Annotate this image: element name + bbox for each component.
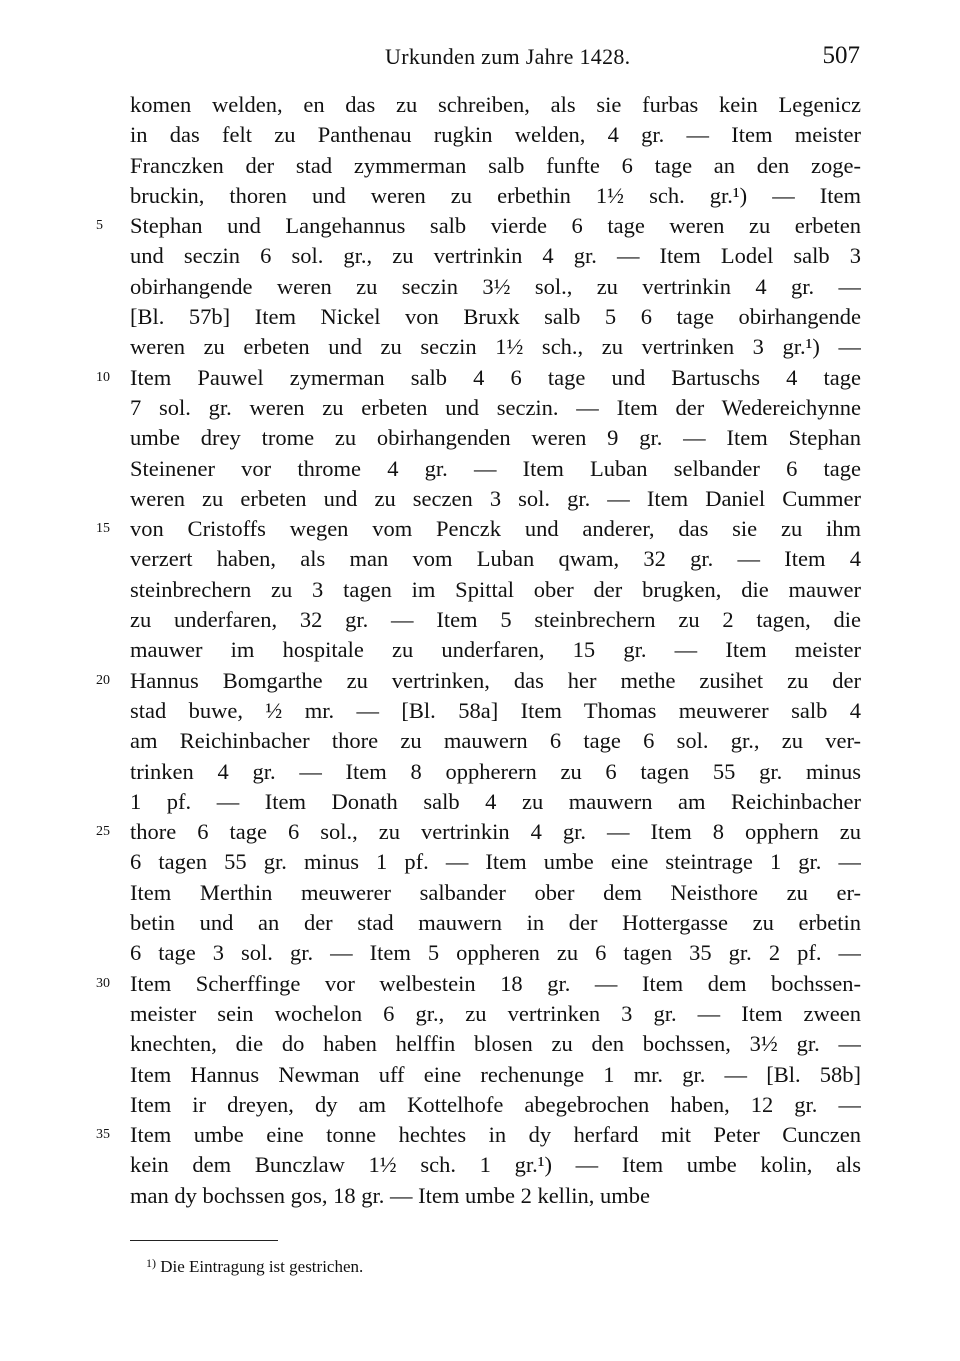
text-line [0,605,960,635]
line-text: komen welden, en das zu schreiben, als sie furbas kein Legenicz [130,92,861,117]
line-text: 6 tagen 55 gr. minus 1 pf. — Item umbe eine steintrage 1 gr. — [130,849,861,875]
text-line [0,969,960,999]
line-number: 5 [96,218,103,234]
text-line [0,1150,960,1180]
footnote-marker: 1) [146,1256,156,1270]
line-text: Item Hannus Newman uff eine rechenunge 1 mr. gr. — [Bl. 58b] [130,1061,861,1087]
line-text: Item Merthin meuwerer salbander ober dem Neisthore zu er- [130,879,861,905]
text-line [0,181,960,211]
text-line [0,1029,960,1059]
text-line [0,423,960,453]
running-head [0,40,960,74]
line-text: Item Pauwel zymerman salb 4 6 tage und Bartuschs 4 tage [130,364,861,390]
line-text: 1 pf. — Item Donath salb 4 zu mauwern am Reichinbacher [130,788,861,814]
line-text: in das felt zu Panthenau rugkin welden, 4 gr. — Item meister [130,122,861,148]
line-text: zu underfaren, 32 gr. — Item 5 steinbrechern zu 2 tagen, die [130,607,861,633]
text-line [0,666,960,696]
line-number: 20 [96,672,110,688]
footnote-divider [130,1240,278,1241]
line-number: 35 [96,1127,110,1143]
line-number: 25 [96,824,110,840]
text-line [0,151,960,181]
text-line [0,120,960,150]
line-number: 30 [96,975,110,991]
line-number: 15 [96,521,110,537]
text-line [0,484,960,514]
line-text: steinbrechern zu 3 tagen im Spittal ober der brugken, die mauwer [130,576,861,602]
line-number: 10 [96,369,110,385]
text-line [0,272,960,302]
line-text: 7 sol. gr. weren zu erbeten und seczin. — Item der Wedereichynne [130,394,861,420]
text-line [0,454,960,484]
text-line [0,757,960,787]
line-text: obirhangende weren zu seczin 3½ sol., zu vertrinkin 4 gr. — [130,273,861,299]
text-line [0,393,960,423]
line-text: weren zu erbeten und zu seczin 1½ sch., zu vertrinken 3 gr.¹) — [130,334,861,360]
text-line [0,787,960,817]
text-line [0,726,960,756]
line-text: weren zu erbeten und zu seczen 3 sol. gr. — Item Daniel Cummer [130,485,861,511]
line-text: knechten, die do haben helffin blosen zu den bochssen, 3½ gr. — [130,1031,861,1057]
line-text: Hannus Bomgarthe zu vertrinken, das her methe zusihet zu der [130,667,861,693]
line-text: bruckin, thoren und weren zu erbethin 1½ sch. gr.¹) — Item [130,182,861,208]
line-text: und seczin 6 sol. gr., zu vertrinkin 4 gr. — Item Lodel salb 3 [130,243,861,269]
line-text: von Cristoffs wegen vom Penczk und anderer, das sie zu ihm [130,516,861,542]
text-line [0,938,960,968]
line-text: man dy bochssen gos, 18 gr. — Item umbe 2 kellin, umbe [130,1182,650,1208]
line-text: [Bl. 57b] Item Nickel von Bruxk salb 5 6 tage obirhangende [130,304,861,330]
line-text: Stephan und Langehannus salb vierde 6 tage weren zu erbeten [130,213,861,239]
line-text: meister sein wochelon 6 gr., zu vertrinken 3 gr. — Item zween [130,1000,861,1026]
text-line [0,544,960,574]
text-line [0,363,960,393]
line-text: 6 tage 3 sol. gr. — Item 5 oppheren zu 6 tagen 35 gr. 2 pf. — [130,940,861,966]
line-text: kein dem Bunczlaw 1½ sch. 1 gr.¹) — Item umbe kolin, als [130,1152,861,1178]
text-line [0,90,960,120]
text-line [0,1090,960,1120]
text-line [0,847,960,877]
text-line [0,211,960,241]
line-text: Item Scherffinge vor welbestein 18 gr. — Item dem bochssen- [130,970,861,996]
line-text: Franczken der stad zymmerman salb funfte 6 tage an den zoge- [130,152,861,178]
line-text: Item umbe eine tonne hechtes in dy herfard mit Peter Cunczen [130,1122,861,1148]
text-line [0,575,960,605]
line-text: thore 6 tage 6 sol., zu vertrinkin 4 gr. — Item 8 opphern zu [130,819,861,845]
line-text: verzert haben, als man vom Luban qwam, 32 gr. — Item 4 [130,546,861,572]
text-line [0,332,960,362]
running-title: Urkunden zum Jahre 1428. [385,44,631,69]
line-text: am Reichinbacher thore zu mauwern 6 tage 6 sol. gr., zu ver- [130,728,861,754]
body-text [0,90,960,1211]
text-line [0,908,960,938]
page-number: 507 [822,42,860,69]
text-line [0,696,960,726]
text-line [0,1181,960,1211]
line-text: stad buwe, ½ mr. — [Bl. 58a] Item Thomas meuwerer salb 4 [130,697,861,723]
line-text: Item ir dreyen, dy am Kottelhofe abegebrochen haben, 12 gr. — [130,1091,861,1117]
footnote-text: Die Eintragung ist gestrichen. [160,1257,364,1276]
text-line [0,514,960,544]
text-line [0,878,960,908]
text-line [0,635,960,665]
text-line [0,302,960,332]
text-line [0,999,960,1029]
line-text: umbe drey trome zu obirhangenden weren 9 gr. — Item Stephan [130,425,861,451]
text-line [0,1120,960,1150]
text-line [0,817,960,847]
line-text: Steinener vor throme 4 gr. — Item Luban selbander 6 tage [130,455,861,481]
text-line [0,1060,960,1090]
footnote [146,1256,363,1277]
text-line [0,241,960,271]
line-text: betin und an der stad mauwern in der Hottergasse zu erbetin [130,910,861,936]
line-text: trinken 4 gr. — Item 8 oppherern zu 6 tagen 55 gr. minus [130,758,861,784]
line-text: mauwer im hospitale zu underfaren, 15 gr. — Item meister [130,637,861,663]
